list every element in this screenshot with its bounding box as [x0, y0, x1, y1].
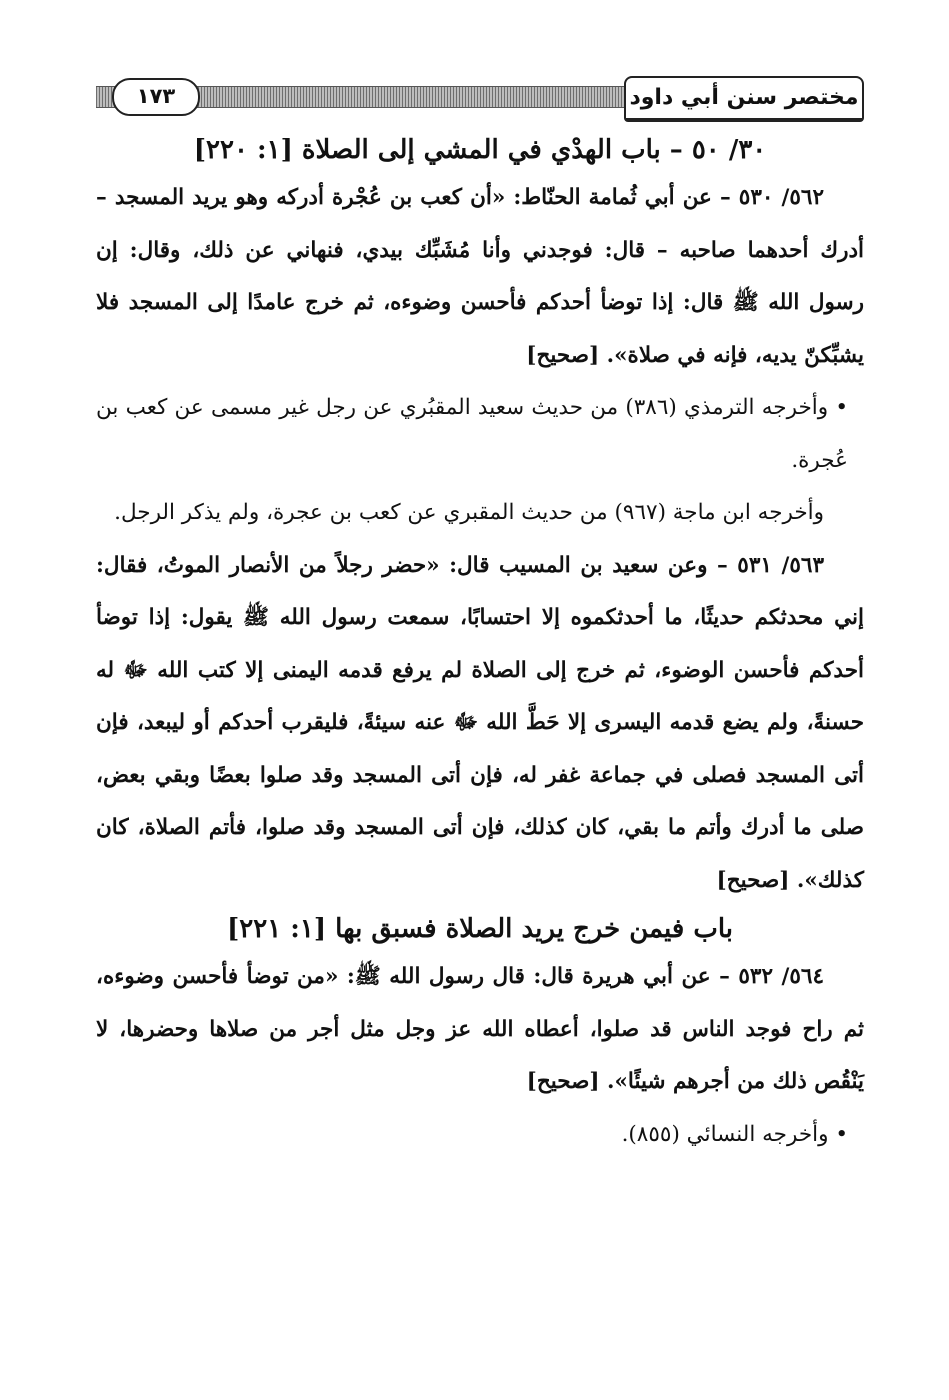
takhrij-note: • وأخرجه الترمذي (٣٨٦) من حديث سعيد المقبُري عن رجل غير مسمى عن كعب بن عُجرة. — [96, 395, 849, 473]
hadith-text: ٥٦٢/ ٥٣٠ – عن أبي ثُمامة الحنّاط: «أن كعب بن عُجْرة أدركه وهو يريد المسجد – أدرك أحدهما صاحبه – قال: فوجدني وأنا مُشَبِّك بيدي، فنهاني عن ذلك، وقال: إن رسول الله ﷺ قال: إذا توضأ أحدكم فأحسن وضوءه، ثم خرج عامدًا إلى المسجد فلا يشبِّكنّ يديه، فإنه في صلاة». [صحيح] — [96, 185, 864, 368]
page-number: ١٧٣ — [112, 78, 200, 116]
takhrij-note: • وأخرجه النسائي (٨٥٥). — [621, 1121, 848, 1147]
book-title: مختصر سنن أبي داود — [624, 76, 864, 122]
page-header — [96, 76, 864, 122]
hadith-text: ٥٦٤/ ٥٣٢ – عن أبي هريرة قال: قال رسول الله ﷺ: «من توضأ فأحسن وضوءه، ثم راح فوجد الناس قد صلوا، أعطاه الله عز وجل مثل أجر من صلاها وحضرها، لا يَنْقُص ذلك من أجرهم شيئًا». [صحيح] — [96, 964, 864, 1094]
chapter-heading: باب فيمن خرج يريد الصلاة فسبق بها [١: ٢٢١] — [226, 914, 734, 944]
takhrij-note: وأخرجه ابن ماجة (٩٦٧) من حديث المقبري عن كعب بن عجرة، ولم يذكر الرجل. — [114, 500, 824, 525]
page-content — [96, 128, 864, 1161]
hadith-text: ٥٦٣/ ٥٣١ – وعن سعيد بن المسيب قال: «حضر رجلاً من الأنصار الموتُ، فقال: إني محدثكم حديثًا، ما أحدثكموه إلا احتسابًا، سمعت رسول الله ﷺ يقول: إذا توضأ أحدكم فأحسن الوضوء، ثم خرج إلى الصلاة لم يرفع قدمه اليمنى إلا كتب الله ﷻ له حسنةً، ولم يضع قدمه اليسرى إلا حَطَّ الله ﷻ عنه سيئةً، فليقرب أحدكم أو ليبعد، فإن أتى المسجد فصلى في جماعة غفر له، فإن أتى المسجد وقد صلوا بعضًا وبقي بعض، صلى ما أدرك وأتم ما بقي، كان كذلك، فإن أتى المسجد وقد صلوا، فأتم الصلاة، كان كذلك». [صحيح] — [96, 552, 864, 893]
chapter-heading: ٣٠/ ٥٠ – باب الهدْي في المشي إلى الصلاة [١: ٢٢٠] — [193, 135, 767, 165]
